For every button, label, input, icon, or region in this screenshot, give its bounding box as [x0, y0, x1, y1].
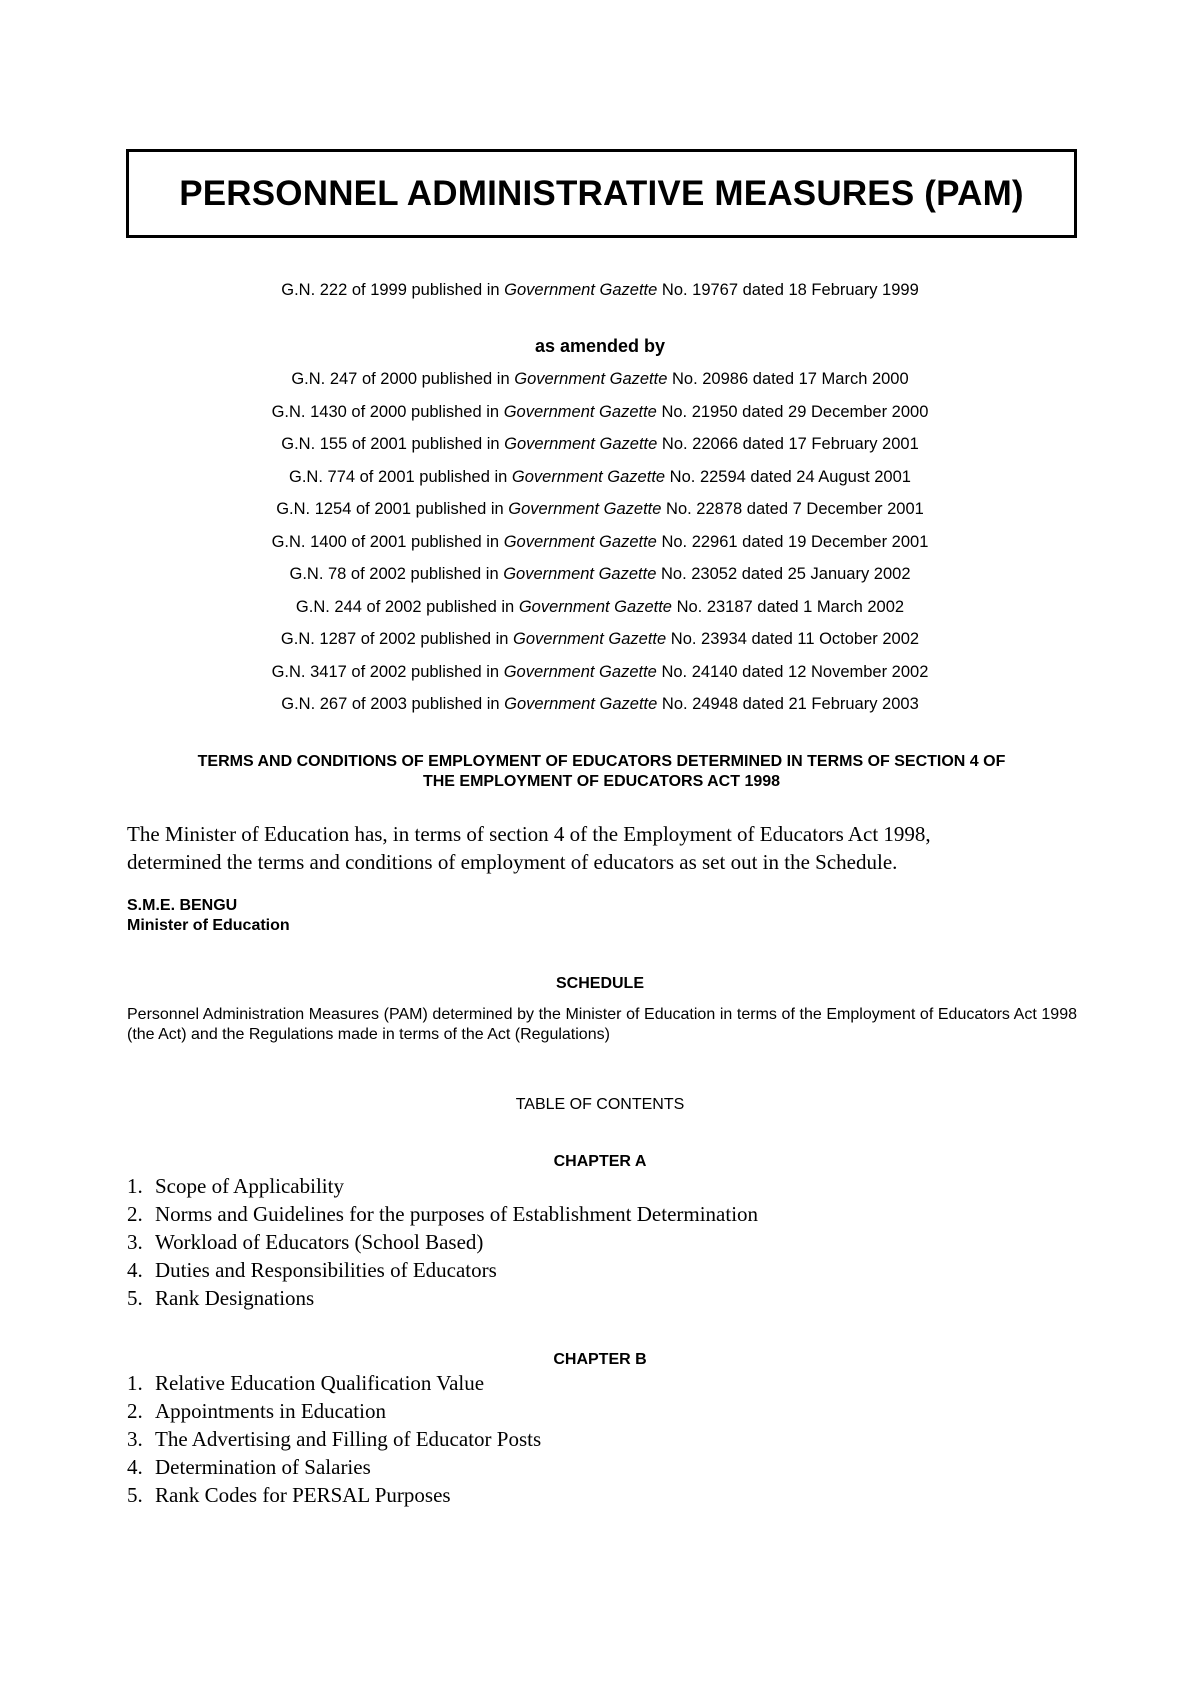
toc-item[interactable] — [127, 1397, 541, 1425]
toc-item[interactable] — [127, 1481, 541, 1509]
amendment-post: No. 24948 dated 21 February 2003 — [657, 695, 919, 713]
amendment-line — [0, 694, 1200, 714]
toc-item[interactable] — [127, 1425, 541, 1453]
toc-heading: TABLE OF CONTENTS — [515, 1096, 685, 1113]
amendment-post: No. 22066 dated 17 February 2001 — [657, 435, 919, 453]
amendment-line — [0, 499, 1200, 519]
amendment-pre: G.N. 267 of 2003 published in — [281, 695, 505, 713]
toc-item-text: Rank Designations — [155, 1286, 315, 1310]
amendment-pre: G.N. 78 of 2002 published in — [289, 565, 504, 583]
toc-item[interactable] — [127, 1228, 758, 1256]
toc-item-text: Duties and Responsibilities of Educators — [155, 1258, 497, 1282]
toc-item-text: Appointments in Education — [155, 1399, 386, 1423]
toc-item-number: 2. — [127, 1399, 143, 1423]
terms-heading — [126, 752, 1077, 792]
amendment-post: No. 22878 dated 7 December 2001 — [661, 500, 924, 518]
document-title: PERSONNEL ADMINISTRATIVE MEASURES (PAM) — [126, 149, 1077, 238]
toc-item-number: 2. — [127, 1202, 143, 1226]
amendment-line — [0, 369, 1200, 389]
toc-item-number: 5. — [127, 1286, 143, 1310]
amendment-line — [0, 597, 1200, 617]
amendment-gazette: Government Gazette — [518, 597, 672, 616]
amendment-pre: G.N. 1400 of 2001 published in — [271, 532, 504, 551]
notice-pre: G.N. 222 of 1999 published in — [281, 281, 505, 299]
toc-item-text: Rank Codes for PERSAL Purposes — [155, 1483, 451, 1507]
toc-item[interactable] — [127, 1453, 541, 1481]
amendment-post: No. 23934 dated 11 October 2002 — [666, 630, 920, 648]
toc-item[interactable] — [127, 1256, 758, 1284]
notice-post: No. 19767 dated 18 February 1999 — [657, 281, 919, 299]
amendment-gazette: Government Gazette — [514, 370, 668, 388]
amendment-line — [0, 434, 1200, 454]
amendment-post: No. 21950 dated 29 December 2000 — [656, 402, 929, 421]
toc-item-number: 1. — [127, 1371, 143, 1395]
amendment-post: No. 24140 dated 12 November 2002 — [656, 662, 929, 681]
amendment-post: No. 23052 dated 25 January 2002 — [656, 565, 911, 583]
amendment-gazette: Government Gazette — [503, 565, 657, 583]
amendment-line — [0, 629, 1200, 649]
amendment-line — [0, 662, 1200, 682]
amendment-line — [0, 402, 1200, 422]
toc-item-number: 1. — [127, 1174, 143, 1198]
amendment-pre: G.N. 155 of 2001 published in — [281, 435, 505, 453]
chapter-a-heading: CHAPTER A — [553, 1153, 647, 1170]
signer-name: S.M.E. BENGU — [127, 897, 238, 914]
amendment-gazette: Government Gazette — [513, 630, 667, 648]
amendment-line — [0, 467, 1200, 487]
intro-line: The Minister of Education has, in terms of section 4 of the Employment of Educators Act 1998, — [127, 822, 931, 846]
toc-item-text: Scope of Applicability — [155, 1174, 344, 1198]
signer-title: Minister of Education — [127, 917, 290, 934]
toc-item-number: 4. — [127, 1455, 143, 1479]
signature-block — [127, 896, 290, 936]
toc-item[interactable] — [127, 1284, 758, 1312]
amendment-gazette: Government Gazette — [508, 500, 662, 518]
toc-item-number: 4. — [127, 1258, 143, 1282]
schedule-paragraph: Personnel Administration Measures (PAM) determined by the Minister of Education in terms of the Employment of Educators Act 1998 (the Act) and the Regulations made in terms of the Act (Regulations) — [127, 1006, 1077, 1043]
schedule-heading: SCHEDULE — [555, 975, 644, 992]
terms-heading-line: TERMS AND CONDITIONS OF EMPLOYMENT OF EDUCATORS DETERMINED IN TERMS OF SECTION 4 OF — [197, 753, 1006, 770]
chapter-a-list — [127, 1172, 758, 1312]
toc-item-text: The Advertising and Filling of Educator Posts — [155, 1427, 542, 1451]
toc-item-text: Determination of Salaries — [155, 1455, 371, 1479]
amendment-pre: G.N. 247 of 2000 published in — [291, 370, 515, 388]
toc-item[interactable] — [127, 1172, 758, 1200]
toc-item[interactable] — [127, 1200, 758, 1228]
amendment-gazette: Government Gazette — [504, 435, 658, 453]
toc-item-text: Workload of Educators (School Based) — [155, 1230, 484, 1254]
amendment-pre: G.N. 1287 of 2002 published in — [280, 630, 514, 648]
amendment-pre: G.N. 3417 of 2002 published in — [271, 662, 504, 681]
amendment-post: No. 22594 dated 24 August 2001 — [665, 467, 911, 486]
amendment-post: No. 23187 dated 1 March 2002 — [671, 597, 905, 616]
amendment-gazette: Government Gazette — [503, 662, 657, 681]
amendment-post: No. 22961 dated 19 December 2001 — [656, 532, 929, 551]
original-notice — [0, 280, 1200, 300]
toc-item[interactable] — [127, 1369, 541, 1397]
chapter-b-heading: CHAPTER B — [553, 1351, 647, 1368]
chapter-b-list — [127, 1369, 541, 1509]
amendment-pre: G.N. 1430 of 2000 published in — [271, 402, 504, 421]
toc-item-text: Norms and Guidelines for the purposes of Establishment Determination — [155, 1202, 759, 1226]
toc-item-number: 3. — [127, 1427, 143, 1451]
intro-paragraph — [127, 820, 1087, 876]
toc-item-text: Relative Education Qualification Value — [155, 1371, 485, 1395]
amendment-gazette: Government Gazette — [503, 532, 657, 551]
amended-by-label: as amended by — [534, 336, 666, 356]
amendment-pre: G.N. 1254 of 2001 published in — [276, 500, 509, 518]
notice-gazette: Government Gazette — [504, 281, 658, 299]
amendment-line — [0, 564, 1200, 584]
amendment-pre: G.N. 774 of 2001 published in — [289, 467, 512, 486]
amendment-pre: G.N. 244 of 2002 published in — [295, 597, 519, 616]
amendment-gazette: Government Gazette — [504, 695, 658, 713]
amendment-line — [0, 532, 1200, 552]
intro-line: determined the terms and conditions of employment of educators as set out in the Schedule. — [127, 850, 898, 874]
amendment-gazette: Government Gazette — [511, 467, 666, 486]
toc-item-number: 3. — [127, 1230, 143, 1254]
terms-heading-line: THE EMPLOYMENT OF EDUCATORS ACT 1998 — [422, 773, 781, 790]
amendment-gazette: Government Gazette — [503, 402, 657, 421]
toc-item-number: 5. — [127, 1483, 143, 1507]
amendment-post: No. 20986 dated 17 March 2000 — [667, 370, 909, 388]
